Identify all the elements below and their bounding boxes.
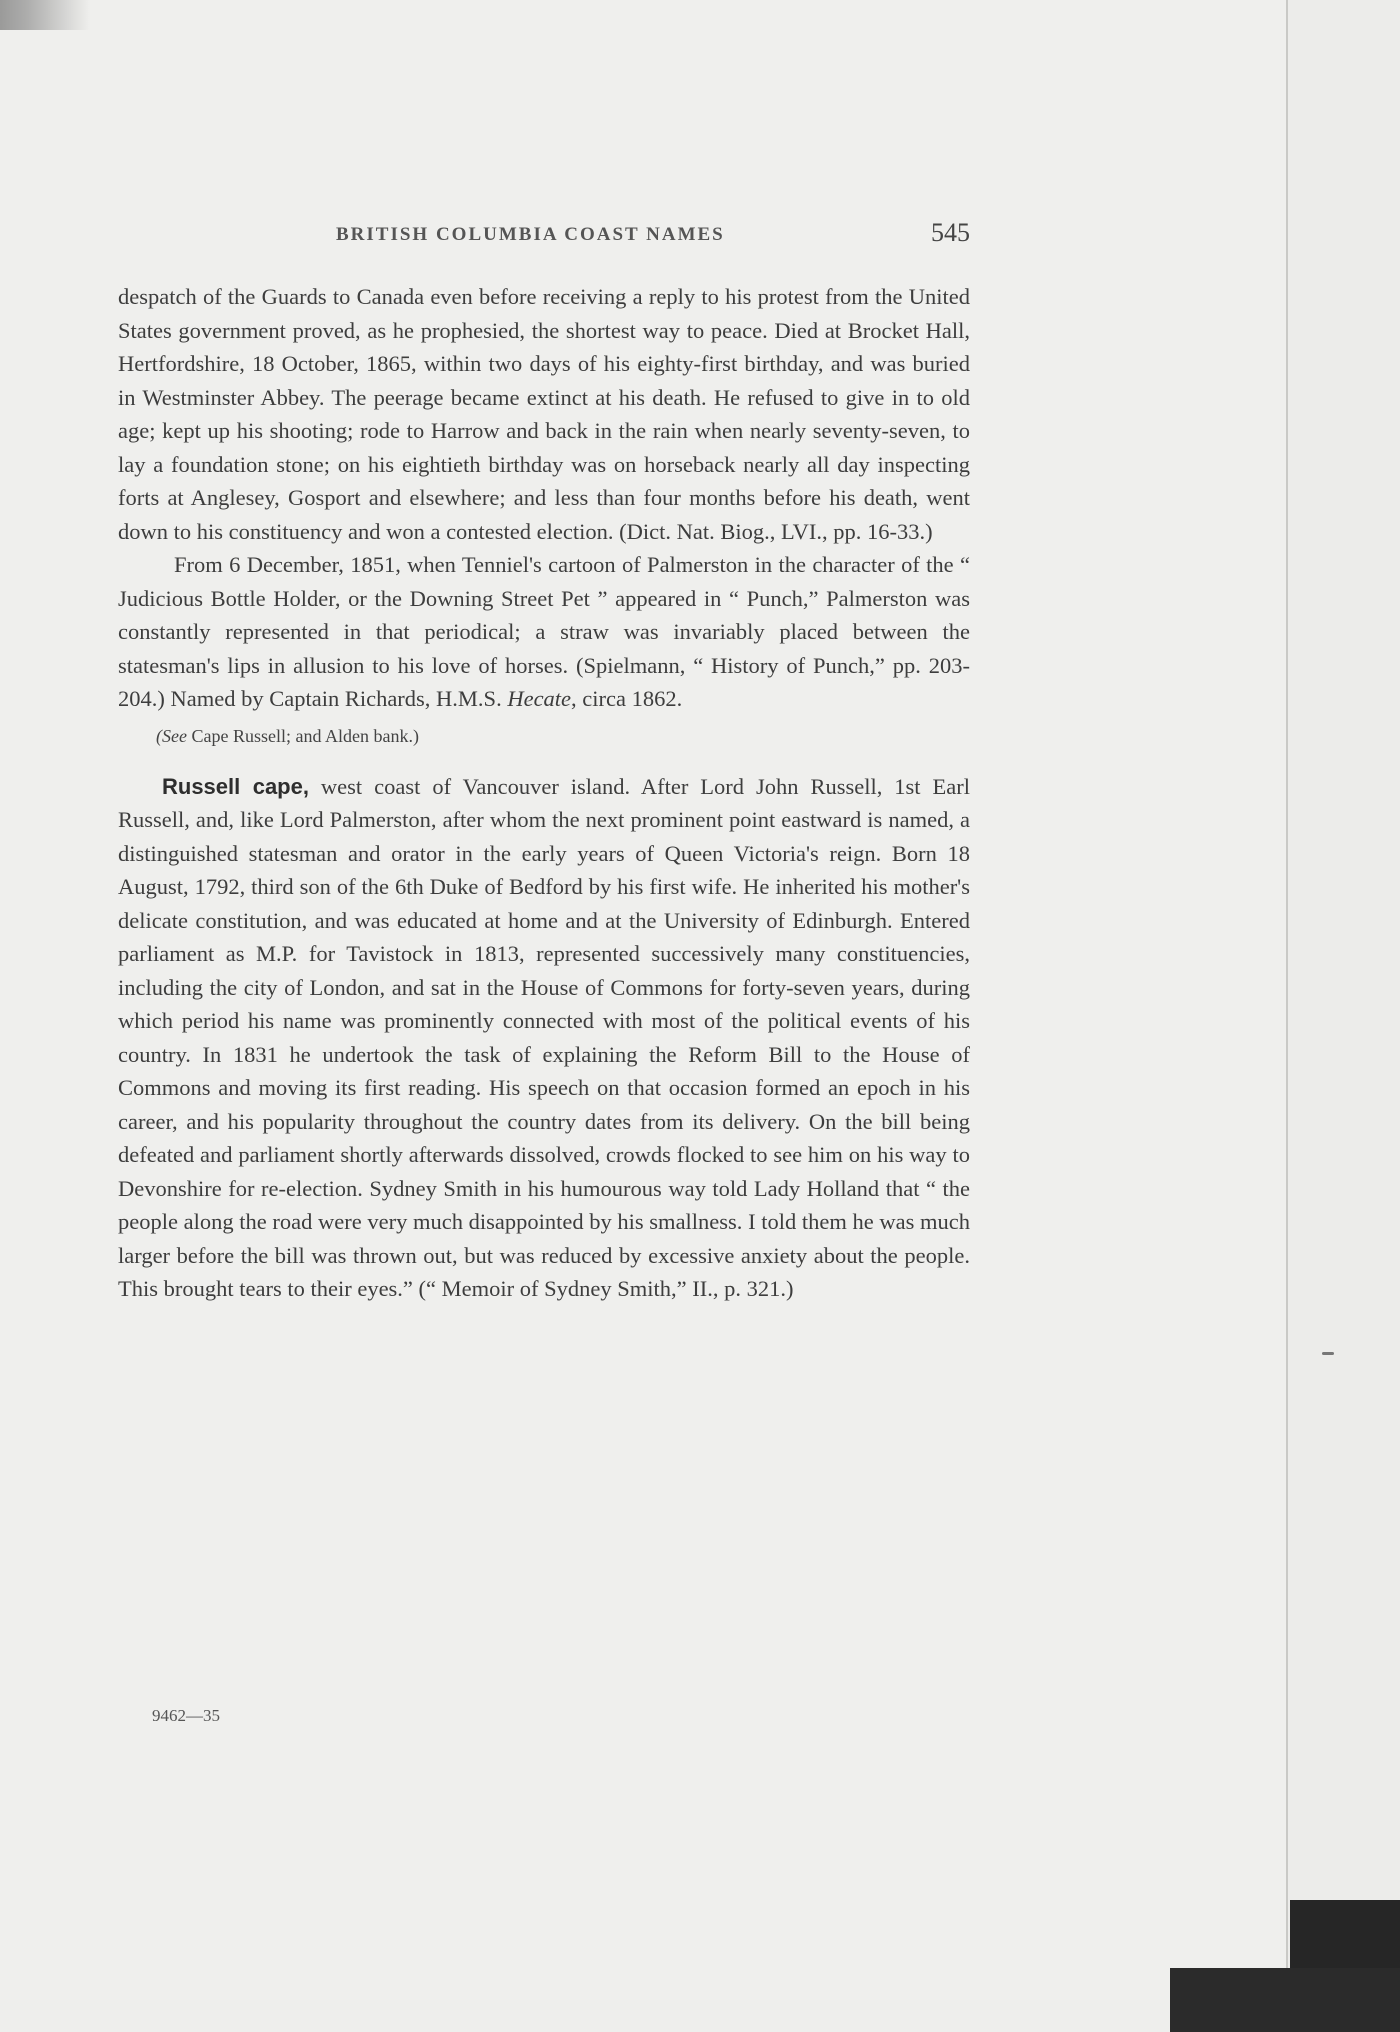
paragraph-punch-end: , circa 1862. [571,686,683,711]
running-head: BRITISH COLUMBIA COAST NAMES [336,224,725,245]
paragraph-punch [118,548,970,716]
see-targets: Cape Russell; and Alden bank.) [186,725,419,746]
entry-headword: Russell cape, [162,773,309,799]
see-label: (See [156,725,187,746]
paragraph-punch-text: From 6 December, 1851, when Tenniel's cartoon of Palmerston in the character of the “ Judicious Bottle Holder, or the Downing Street Pet ” appeared in “ Punch,” Palmerston was constantly represented in that periodical; a straw was invariably placed between the statesman's lips in allusion to his love of horses. (Spielmann, “ History of Punch,” pp. 203-204.) Named by Captain Richards, H.M.S. [118,552,970,711]
cross-reference [156,722,970,750]
ship-name: Hecate [507,686,572,711]
page-number: 545 [931,218,970,247]
entry-russell-cape [118,770,970,1306]
page-header [118,218,970,258]
scan-speck [1322,1352,1334,1355]
scan-margin [1288,0,1400,2032]
paragraph-palmerston-death: despatch of the Guards to Canada even before receiving a reply to his protest from the United States government proved, as he prophesied, the shortest way to peace. Died at Brocket Hall, Hertfordshire, 18 October, 1865, within two days of his eighty-first birthday, and was buried in Westminster Abbey. The peerage became extinct at his death. He refused to give in to old age; kept up his shooting; rode to Harrow and back in the rain when nearly seventy-seven, to lay a foundation stone; on his eightieth birthday was on horseback nearly all day inspecting forts at Anglesey, Gosport and elsewhere; and less than four months before his death, went down to his constituency and won a contested election. (Dict. Nat. Biog., LVI., pp. 16-33.) [118,284,970,544]
signature-mark: 9462—35 [152,1706,220,1725]
entry-text: west coast of Vancouver island. After Lord John Russell, 1st Earl Russell, and, like Lord Palmerston, after whom the next prominent point eastward is named, a distinguished statesman and orator in the early years of Queen Victoria's reign. Born 18 August, 1792, third son of the 6th Duke of Bedford by his first wife. He inherited his mother's delicate constitution, and was educated at home and at the University of Edinburgh. Entered parliament as M.P. for Tavistock in 1813, represented successively many constituencies, including the city of London, and sat in the House of Commons for forty-seven years, during which period his name was prominently connected with most of the political events of his country. In 1831 he undertook the task of explaining the Reform Bill to the House of Commons and moving its first reading. His speech on that occasion formed an epoch in his career, and his popularity throughout the country dates from its delivery. On the bill being defeated and parliament shortly afterwards dissolved, crowds flocked to see him on his way to Devonshire for re-election. Sydney Smith in his humourous way told Lady Holland that “ the people along the road were very much disappointed by his smallness. I told them he was much larger before the bill was thrown out, but was reduced by excessive anxiety about the people. This brought tears to their eyes.” (“ Memoir of Sydney Smith,” II., p. 321.) [118,773,970,1301]
page-body [118,280,970,1306]
scan-shadow-bottom [1170,1968,1400,2032]
scan-corner-mark [0,0,90,30]
